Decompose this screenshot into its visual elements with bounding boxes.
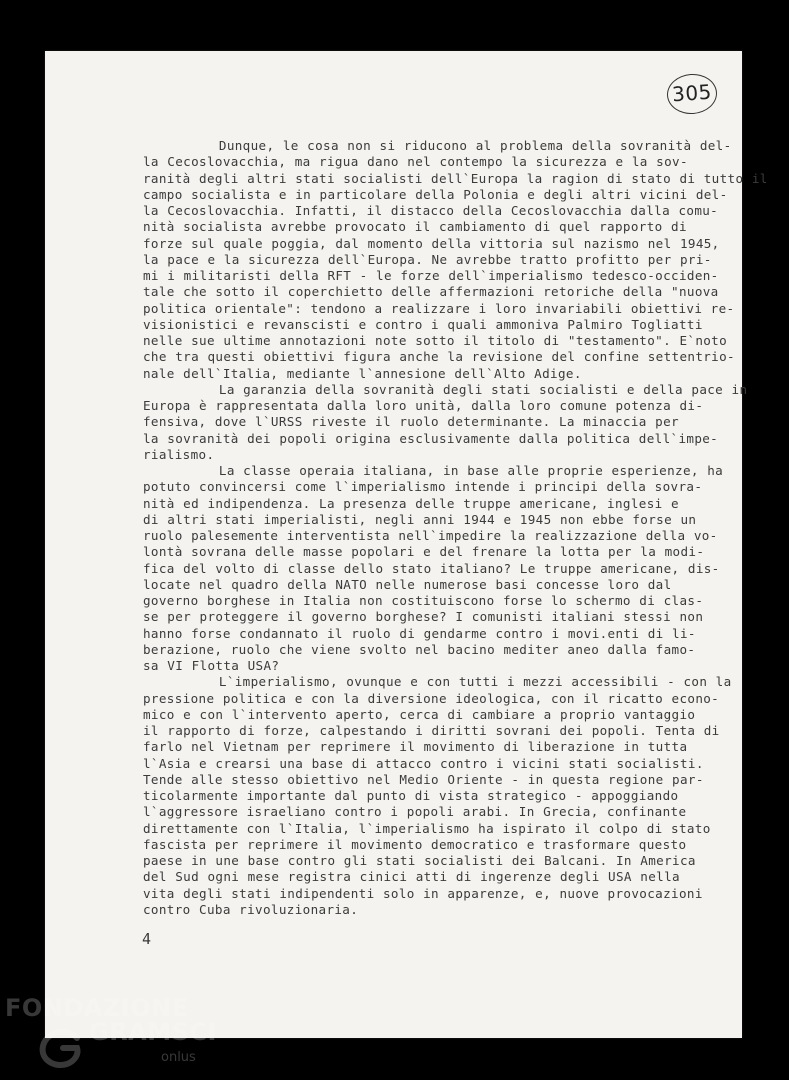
text-line: del Sud ogni mese registra cinici atti di ingerenze degli USA nella: [143, 869, 680, 885]
text-line: L`imperialismo, ovunque e con tutti i mezzi accessibili - con la: [143, 674, 732, 690]
text-line: pressione politica e con la diversione ideologica, con il ricatto econo-: [143, 690, 720, 706]
text-line: se per proteggere il governo borghese? I comunisti italiani stessi non: [143, 609, 704, 625]
paragraph: [143, 463, 724, 674]
watermark-line1: FONDAZIONE: [5, 994, 189, 1022]
text-line: nità ed indipendenza. La presenza delle truppe americane, inglesi e: [143, 495, 679, 511]
text-line: fascista per reprimere il movimento democratico e trasformare questo: [143, 836, 687, 852]
text-line: farlo nel Vietnam per reprimere il movimento di liberazione in tutta: [143, 739, 688, 755]
text-line: la Cecoslovacchia, ma rigua dano nel contempo la sicurezza e la sov-: [143, 154, 688, 170]
text-line: contro Cuba rivoluzionaria.: [143, 901, 359, 917]
text-line: la sovranità dei popoli origina esclusivamente dalla politica dell`impe-: [143, 430, 719, 446]
text-line: governo borghese in Italia non costituiscono forse lo schermo di clas-: [143, 593, 704, 608]
typewritten-page: [45, 51, 768, 1038]
archive-number-stamp: 305: [666, 72, 719, 115]
text-line: Tende alle stesso obiettivo nel Medio Oriente - in questa regione par-: [143, 771, 704, 787]
watermark-sub: onlus: [161, 1050, 196, 1065]
text-line: ticolarmente importante dal punto di vista strategico - appoggiando: [143, 788, 679, 803]
text-line: La garanzia della sovranità degli stati socialisti e della pace in: [143, 381, 748, 397]
text-line: forze sul quale poggia, dal momento della vittoria sul nazismo nel 1945,: [143, 235, 720, 251]
text-line: l`aggressore israeliano contro i popoli arabi. In Grecia, confinante: [143, 804, 687, 820]
text-line: hanno forse condannato il ruolo di gendarme contro i movi.enti di li-: [143, 625, 696, 641]
text-line: mico e con l`intervento aperto, cerca di cambiare a proprio vantaggio: [143, 706, 696, 722]
text-line: il rapporto di forze, calpestando i diritti sovrani dei popoli. Tenta di: [143, 723, 720, 738]
text-line: potuto convincersi come l`imperialismo intende i principi della sovra-: [143, 479, 703, 495]
text-line: nale dell`Italia, mediante l`annesione dell`Alto Adige.: [143, 365, 582, 381]
text-line: la Cecoslovacchia. Infatti, il distacco della Cecoslovacchia dalla comu-: [143, 203, 719, 218]
text-line: Dunque, le cosa non si riducono al problema della sovranità del-: [143, 138, 732, 153]
text-line: politica orientale": tendono a realizzare i loro invariabili obiettivi re-: [143, 300, 735, 316]
text-line: direttamente con l`Italia, l`imperialismo ha ispirato il colpo di stato: [143, 820, 711, 836]
watermark-line2: GRAMSCI: [89, 1018, 217, 1046]
page-number: 4: [142, 930, 152, 948]
text-line: che tra questi obiettivi figura anche la revisione del confine settentrio-: [143, 349, 735, 365]
text-line: lontà sovrana delle masse popolari e del frenare la lotta per la modi-: [143, 544, 705, 560]
paragraph: [143, 674, 732, 918]
body-text: [143, 138, 768, 918]
text-line: paese in une base contro gli stati socialisti dei Balcani. In America: [143, 853, 696, 868]
text-line: mi i militaristi della RFT - le forze dell`imperialismo tedesco-occiden-: [143, 268, 719, 283]
paragraph: [143, 138, 768, 382]
text-line: vita degli stati indipendenti solo in apparenze, e, nuove provocazioni: [143, 885, 703, 901]
text-line: l`Asia e crearsi una base di attacco contro i vicini stati socialisti.: [143, 755, 704, 771]
text-line: rialismo.: [143, 446, 215, 462]
text-line: locate nel quadro della NATO nelle numerose basi concesse loro dal: [143, 576, 672, 592]
text-line: la pace e la sicurezza dell`Europa. Ne avrebbe tratto profitto per pri-: [143, 251, 712, 267]
text-line: visionistici e revanscisti e contro i quali ammoniva Palmiro Togliatti: [143, 316, 703, 332]
text-line: sa VI Flotta USA?: [143, 658, 280, 673]
text-line: La classe operaia italiana, in base alle proprie esperienze, ha: [143, 463, 724, 478]
text-line: tale che sotto il coperchietto delle affermazioni retoriche della "nuova: [143, 284, 719, 300]
text-line: Europa è rappresentata dalla loro unità, dalla loro comune potenza di-: [143, 398, 704, 413]
text-line: berazione, ruolo che viene svolto nel bacino mediter aneo dalla famo-: [143, 641, 696, 657]
text-line: ruolo palesemente interventista nell`impedire la realizzazione della vo-: [143, 528, 718, 543]
text-line: nelle sue ultime annotazioni note sotto il titolo di "testamento". E`noto: [143, 333, 728, 348]
text-line: ranità degli altri stati socialisti dell`Europa la ragion di stato di tutto il: [143, 170, 768, 186]
text-line: nità socialista avrebbe provocato il cambiamento di quel rapporto di: [143, 219, 687, 235]
text-line: fica del volto di classe dello stato italiano? Le truppe americane, dis-: [143, 560, 720, 576]
paragraph: [143, 381, 748, 463]
text-line: fensiva, dove l`URSS riveste il ruolo determinante. La minaccia per: [143, 414, 679, 430]
text-line: campo socialista e in particolare della Polonia e degli altri vicini del-: [143, 186, 728, 202]
text-line: di altri stati imperialisti, negli anni 1944 e 1945 non ebbe forse un: [143, 511, 697, 527]
